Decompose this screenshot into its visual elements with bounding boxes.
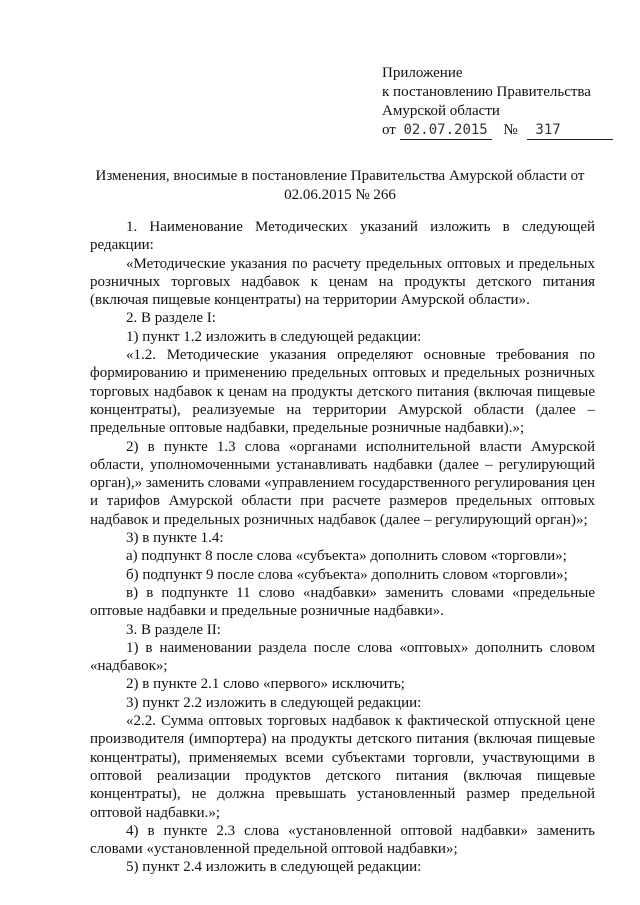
attachment-line-2: к постановлению Правительства [382, 84, 591, 100]
paragraph: «2.2. Сумма оптовых торговых надбавок к фактической отпускной цене производителя (импортера) на продукты детского питания (включая пищевые концентраты), применяемых всеми субъектами торговли, участвующими в оптовой реализации продуктов детского питания (включая пищевые концентраты), не должна превышать установленный размер предельной оптовой надбавки.»; [90, 713, 595, 821]
paragraph: «1.2. Методические указания определяют основные требования по формированию и применению предельных оптовых и предельных розничных торговых надбавок к ценам на продукты детского питания (включая пищевые концентраты), реализуемые на территории Амурской области (далее – предельные оптовые надбавки, предельные розничные надбавки).»; [90, 347, 595, 437]
paragraph: 1) пункт 1.2 изложить в следующей редакции: [126, 328, 422, 345]
paragraph: 3) в пункте 1.4: [126, 530, 224, 547]
paragraph: 2) в пункте 2.1 слово «первого» исключить; [126, 676, 405, 693]
attachment-header [382, 64, 622, 140]
paragraph: в) в подпункте 11 слово «надбавки» заменить словами «предельные оптовые надбавки и предельные розничные надбавки». [90, 584, 595, 620]
title-line-1: Изменения, вносимые в постановление Правительства Амурской области от [95, 168, 585, 184]
paragraph: 1) в наименовании раздела после слова «оптовых» дополнить словом «надбавок»; [90, 639, 595, 675]
paragraph: 1. Наименование Методических указаний изложить в следующей редакции: [90, 219, 595, 254]
paragraph: а) подпункт 8 после слова «субъекта» дополнить словом «торговли»; [126, 548, 567, 565]
paragraph: 2. В разделе I: [126, 310, 216, 327]
document-body [90, 218, 595, 877]
paragraph: 3) пункт 2.2 изложить в следующей редакции: [126, 694, 422, 711]
paragraph: 2) в пункте 1.3 слова «органами исполнительной власти Амурской области, уполномоченными устанавливать надбавки (далее – регулирующий орган),» заменить словами «управлением государственного регулирования цен и тарифов Амурской области при расчете размеров предельных оптовых надбавок и предельных розничных надбавок (далее – регулирующий орган)»; [90, 438, 595, 528]
attachment-date-row [382, 121, 622, 140]
paragraph: б) подпункт 9 после слова «субъекта» дополнить словом «торговли»; [126, 566, 568, 583]
paragraph: 5) пункт 2.4 изложить в следующей редакции: [126, 859, 422, 876]
attachment-line-3: Амурской области [382, 103, 500, 119]
title-line-2: 02.06.2015 № 266 [284, 187, 396, 203]
paragraph: «Методические указания по расчету предельных оптовых и предельных розничных торговых надбавок к ценам на продукты детского питания (включая пищевые концентраты) на территории Амурской области». [90, 255, 595, 309]
number-value: 317 [527, 122, 613, 140]
attachment-line-1: Приложение [382, 65, 463, 81]
document-title [90, 167, 590, 205]
number-sign: № [503, 122, 518, 138]
paragraph: 3. В разделе II: [126, 621, 221, 638]
paragraph: 4) в пункте 2.3 слова «установленной оптовой надбавки» заменить словами «установленной предельной оптовой надбавки»; [90, 822, 595, 858]
date-value: 02.07.2015 [400, 122, 492, 140]
date-prefix: от [382, 122, 396, 138]
